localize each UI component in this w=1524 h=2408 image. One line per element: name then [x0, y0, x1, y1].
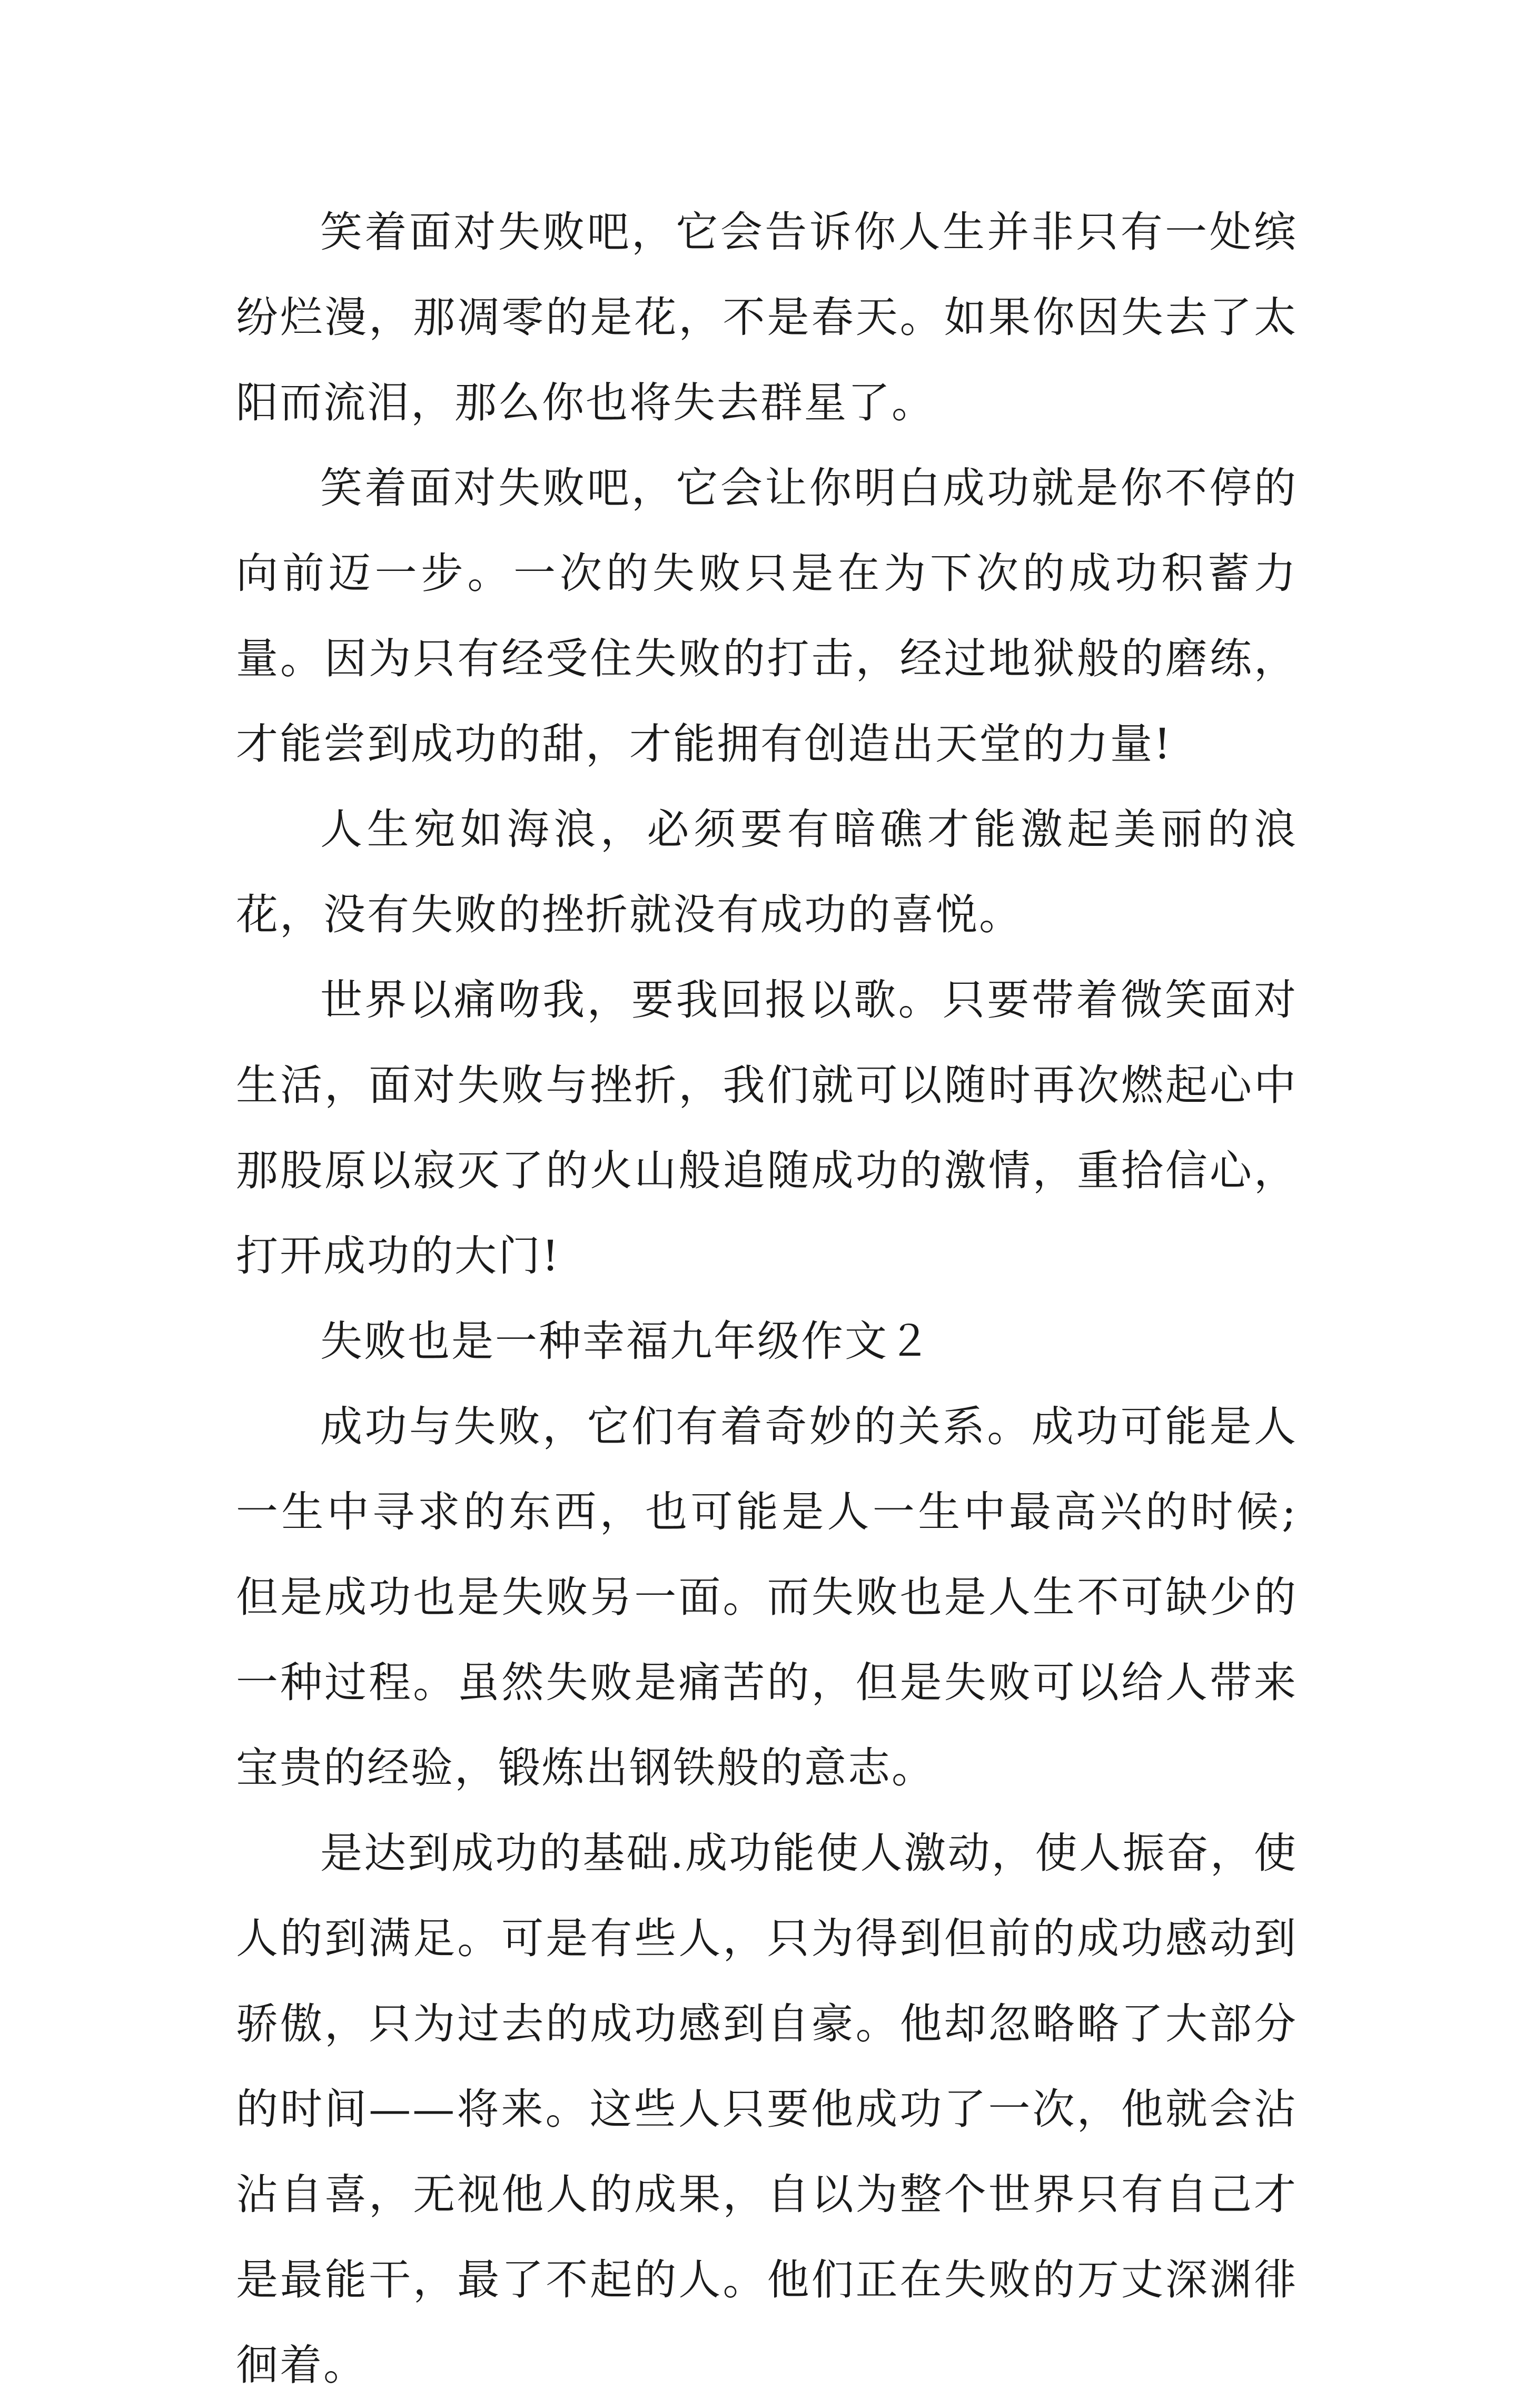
paragraph: 笑着面对失败吧，它会告诉你人生并非只有一处缤纷烂漫，那凋零的是花，不是春天。如果你因失去了太阳而流泪，那么你也将失去群星了。 — [236, 208, 1298, 427]
paragraph: 笑着面对失败吧，它会让你明白成功就是你不停的向前迈一步。一次的失败只是在为下次的成功积蓄力量。因为只有经受住失败的打击，经过地狱般的磨练，才能尝到成功的甜，才能拥有创造出天堂的力量! — [236, 463, 1298, 768]
paragraph: 世界以痛吻我，要我回报以歌。只要带着微笑面对生活，面对失败与挫折，我们就可以随时再次燃起心中那股原以寂灭了的火山般追随成功的激情，重拾信心，打开成功的大门! — [236, 975, 1298, 1280]
section-title: 失败也是一种幸福九年级作文２ — [320, 1317, 932, 1366]
paragraph: 成功与失败，它们有着奇妙的关系。成功可能是人一生中寻求的东西，也可能是人一生中最高兴的时候;但是成功也是失败另一面。而失败也是人生不可缺少的一种过程。虽然失败是痛苦的，但是失败可以给人带来宝贵的经验，锻炼出钢铁般的意志。 — [236, 1402, 1298, 1792]
paragraph: 人生宛如海浪，必须要有暗礁才能激起美丽的浪花，没有失败的挫折就没有成功的喜悦。 — [236, 805, 1298, 939]
document-body — [236, 190, 1298, 2408]
paragraph: 是达到成功的基础.成功能使人激动，使人振奋，使人的到满足。可是有些人，只为得到但前的成功感动到骄傲，只为过去的成功感到自豪。他却忽略略了大部分的时间——将来。这些人只要他成功了一次，他就会沾沾自喜，无视他人的成果，自以为整个世界只有自己才是最能干，最了不起的人。他们正在失败的万丈深渊徘徊着。 — [236, 1829, 1298, 2390]
